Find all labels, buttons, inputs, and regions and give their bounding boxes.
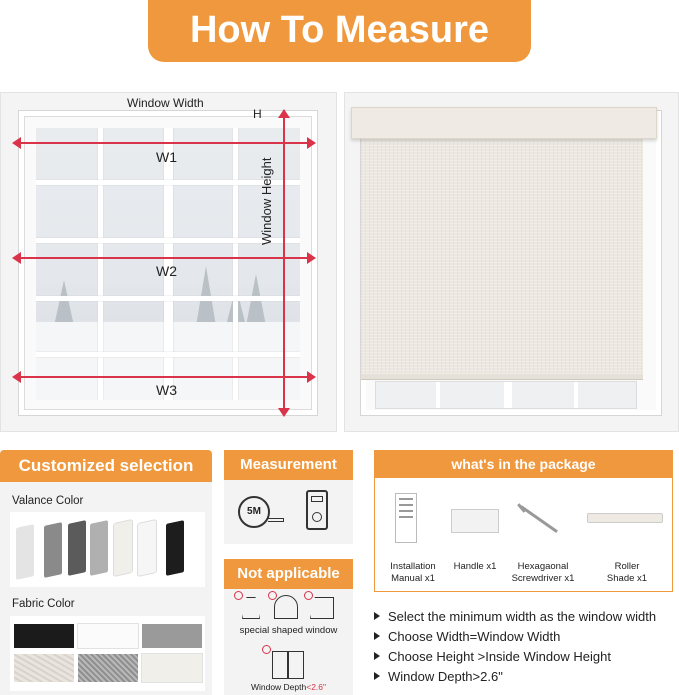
valance-swatch[interactable] — [114, 520, 132, 576]
package-box — [374, 450, 673, 592]
prohibited-icon — [262, 645, 271, 654]
window-height-label: Window Height — [259, 157, 274, 245]
h-label: H — [253, 107, 262, 121]
bullet-arrow-icon — [374, 652, 380, 660]
fabric-color-options — [10, 616, 205, 691]
instruction-item: Choose Height >Inside Window Height — [374, 649, 611, 664]
roller-shade-image — [344, 92, 679, 432]
instruction-item: Select the minimum width as the window width — [374, 609, 656, 624]
window-mullion — [36, 352, 300, 357]
tape-end — [268, 518, 284, 522]
measurement-box — [224, 480, 353, 544]
valance-swatch[interactable] — [166, 520, 184, 576]
prohibited-icon — [268, 591, 277, 600]
window-mullion — [36, 296, 300, 301]
valance-color-options — [10, 512, 205, 587]
fabric-swatch[interactable] — [142, 624, 202, 648]
shade-fabric — [361, 139, 643, 374]
bullet-arrow-icon — [374, 612, 380, 620]
window-measure-diagram — [0, 92, 337, 432]
instruction-item: Choose Width=Window Width — [374, 629, 560, 644]
snow-tree — [54, 280, 74, 326]
package-item-label: Hexagaonal Screwdriver x1 — [511, 561, 575, 584]
slanted-window-icon — [310, 597, 334, 619]
window-width-label: Window Width — [127, 96, 204, 110]
instruction-item: Window Depth>2.6" — [374, 669, 503, 684]
roller-shade-icon — [587, 513, 663, 523]
trapezoid-window-icon — [242, 597, 260, 619]
special-shaped-window-label: special shaped window — [239, 625, 338, 636]
handle-icon — [451, 509, 499, 533]
tape-measure-icon: 5M — [238, 496, 270, 528]
w3-label: W3 — [156, 382, 177, 398]
w1-label: W1 — [156, 149, 177, 165]
prohibited-icon — [234, 591, 243, 600]
fabric-color-label: Fabric Color — [12, 598, 75, 610]
window-depth-icon — [272, 651, 304, 679]
shade-valance — [351, 107, 657, 139]
bullet-arrow-icon — [374, 632, 380, 640]
customized-selection-header: Customized selection — [0, 450, 212, 482]
fabric-swatch[interactable] — [14, 654, 74, 682]
w3-arrow — [14, 376, 314, 378]
shade-window-glass — [375, 381, 637, 409]
screwdriver-icon — [520, 505, 558, 533]
valance-swatch[interactable] — [44, 522, 62, 578]
fabric-swatch[interactable] — [142, 654, 202, 682]
package-item-label: Handle x1 — [453, 561, 497, 572]
valance-swatch[interactable] — [90, 520, 108, 576]
package-header: what's in the package — [374, 450, 673, 478]
window-mullion — [98, 128, 103, 400]
w2-arrow — [14, 257, 314, 259]
laser-measure-icon — [306, 490, 328, 530]
window-depth-label: Window Depth<2.6" — [250, 682, 327, 692]
valance-color-label: Valance Color — [12, 495, 84, 507]
fabric-swatch[interactable] — [78, 654, 138, 682]
window-mullion — [233, 128, 238, 400]
fabric-swatch[interactable] — [14, 624, 74, 648]
bullet-arrow-icon — [374, 672, 380, 680]
valance-swatch[interactable] — [68, 520, 86, 576]
prohibited-icon — [304, 591, 313, 600]
arched-window-icon — [274, 595, 298, 619]
valance-swatch[interactable] — [16, 524, 34, 580]
w1-arrow — [14, 142, 314, 144]
fabric-swatch[interactable] — [78, 624, 138, 648]
height-arrow — [283, 111, 285, 415]
measurement-header: Measurement — [224, 450, 353, 480]
manual-icon — [395, 493, 417, 543]
package-item-label: Roller Shade x1 — [606, 561, 648, 584]
page-title: How To Measure — [148, 0, 531, 62]
not-applicable-box — [224, 589, 353, 695]
package-item-label: Installation Manual x1 — [390, 561, 436, 584]
not-applicable-header: Not applicable — [224, 559, 353, 589]
w2-label: W2 — [156, 263, 177, 279]
valance-swatch[interactable] — [138, 520, 156, 576]
shade-bottom-rail — [361, 374, 643, 380]
